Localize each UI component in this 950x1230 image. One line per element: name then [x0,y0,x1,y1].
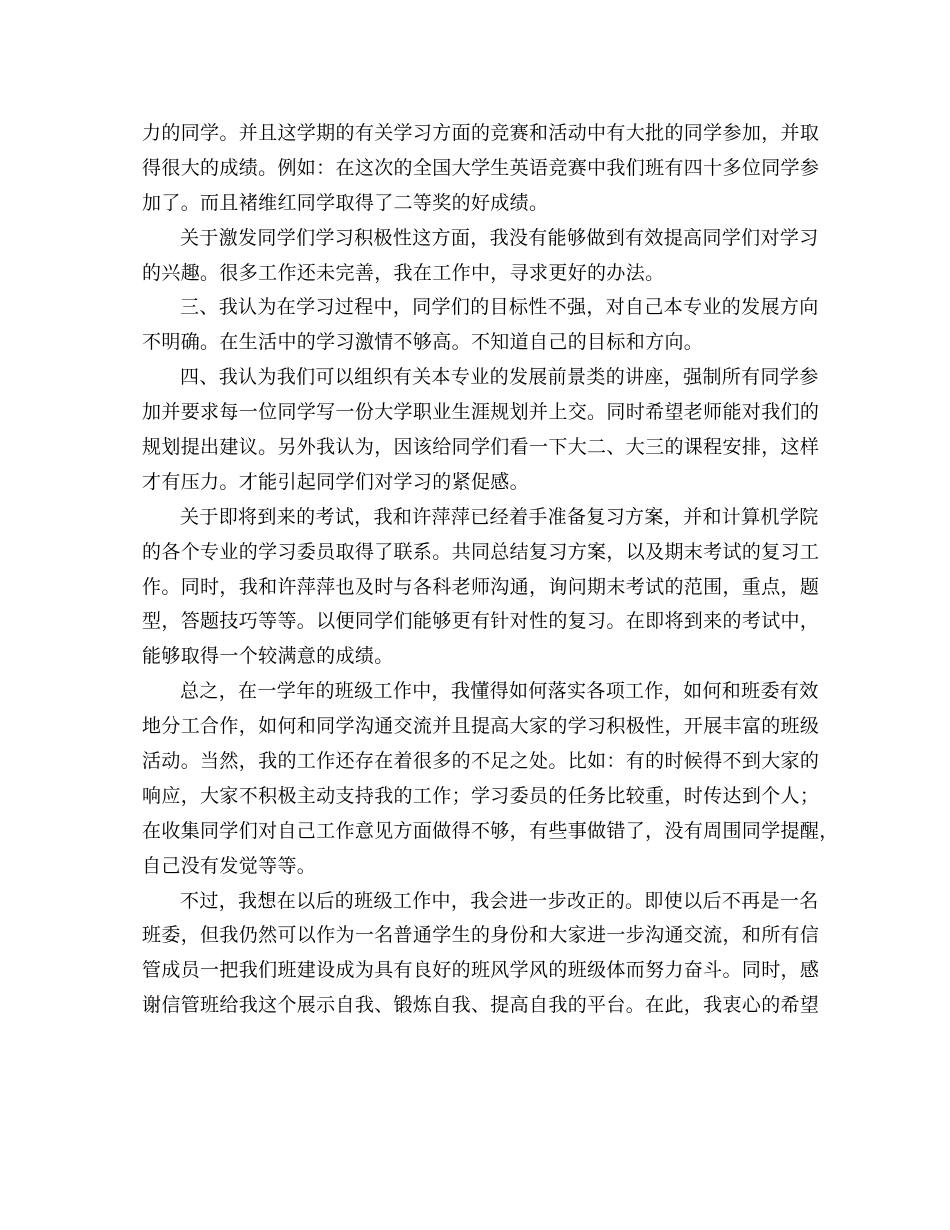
paragraph-line: 谢信管班给我这个展示自我、锻炼自我、提高自我的平台。在此，我衷心的希望 [142,994,820,1017]
paragraph-line: 不明确。在生活中的学习激情不够高。不知道自己的目标和方向。 [142,331,704,354]
paragraph-7 [142,884,820,1024]
paragraph-line: 加并要求每一位同学写一份大学职业生涯规划并上交。同时希望老师能对我们的 [142,401,820,424]
paragraph-5 [142,500,820,674]
paragraph-line: 型，答题技巧等等。以便同学们能够更有针对性的复习。在即将到来的考试中， [142,610,820,633]
paragraph-line: 力的同学。并且这学期的有关学习方面的竞赛和活动中有大批的同学参加，并取 [142,122,820,144]
paragraph-3 [142,290,819,360]
paragraph-1 [142,116,820,221]
paragraph-line: 自己没有发觉等等。 [142,854,317,877]
paragraph-line: 能够取得一个较满意的成绩。 [142,645,394,668]
paragraph-line: 响应，大家不积极主动支持我的工作；学习委员的任务比较重，时传达到个人； [142,784,820,807]
paragraph-line: 规划提出建议。另外我认为，因该给同学们看一下大二、大三的课程安排，这样 [142,436,820,459]
paragraph-line: 活动。当然，我的工作还存在着很多的不足之处。比如：有的时候得不到大家的 [142,750,820,773]
paragraph-line: 管成员一把我们班建设成为具有良好的班风学风的班级体而努力奋斗。同时，感 [142,959,820,982]
paragraph-line: 才有压力。才能引起同学们对学习的紧促感。 [142,470,530,493]
paragraph-line: 地分工合作，如何和同学沟通交流并且提高大家的学习积极性，开展丰富的班级 [142,715,820,738]
paragraph-line: 作。同时，我和许萍萍也及时与各科老师沟通，询问期末考试的范围，重点，题 [142,575,820,598]
paragraph-2 [142,221,819,291]
paragraph-first-line: 关于即将到来的考试，我和许萍萍已经着手准备复习方案，并和计算机学院 [180,505,819,528]
paragraph-line: 的兴趣。很多工作还未完善，我在工作中，寻求更好的办法。 [142,261,665,284]
paragraph-line: 班委，但我仍然可以作为一名普通学生的身份和大家进一步沟通交流，和所有信 [142,924,820,947]
document-body [142,116,839,1023]
paragraph-line: 得很大的成绩。例如：在这次的全国大学生英语竞赛中我们班有四十多位同学参 [142,156,820,179]
paragraph-4 [142,360,820,500]
paragraph-6 [142,674,839,883]
paragraph-line: 的各个专业的学习委员取得了联系。共同总结复习方案，以及期末考试的复习工 [142,540,820,563]
paragraph-line: 在收集同学们对自己工作意见方面做得不够，有些事做错了，没有周围同学提醒， [142,819,839,842]
paragraph-first-line: 关于激发同学们学习积极性这方面，我没有能够做到有效提高同学们对学习 [180,226,819,249]
paragraph-first-line: 不过，我想在以后的班级工作中，我会进一步改正的。即使以后不再是一名 [180,889,819,912]
paragraph-line: 加了。而且褚维红同学取得了二等奖的好成绩。 [142,191,549,214]
paragraph-first-line: 四、我认为我们可以组织有关本专业的发展前景类的讲座，强制所有同学参 [180,366,819,389]
paragraph-first-line: 三、我认为在学习过程中，同学们的目标性不强，对自己本专业的发展方向 [180,296,819,319]
paragraph-first-line: 总之，在一学年的班级工作中，我懂得如何落实各项工作，如何和班委有效 [180,680,819,703]
